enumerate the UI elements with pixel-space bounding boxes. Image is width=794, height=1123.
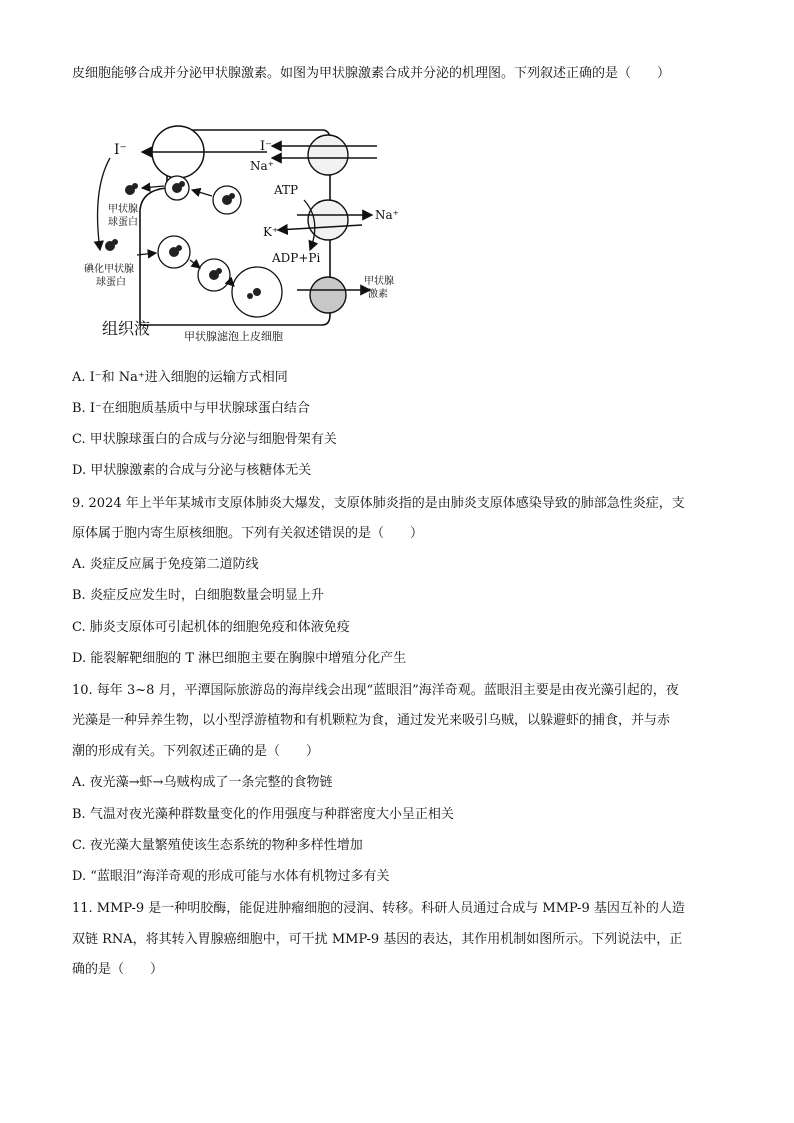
hormone-carrier: [310, 277, 346, 313]
q9-option-c: C. 肺炎支原体可引起机体的细胞免疫和体液免疫: [72, 620, 350, 635]
q9-option-a: A. 炎症反应属于免疫第二道防线: [72, 557, 259, 572]
na-i-symporter: [308, 135, 348, 175]
q10-option-a: A. 夜光藻→虾→乌贼构成了一条完整的食物链: [72, 775, 333, 790]
label-na-in: Na⁺: [250, 159, 274, 173]
label-thyroglobulin-1: 甲状腺: [108, 204, 138, 215]
label-hormone-2: 激素: [368, 289, 388, 300]
label-i-left: I⁻: [114, 142, 127, 158]
label-adp: ADP+Pi: [272, 251, 321, 265]
label-i-right: I⁻: [260, 139, 272, 154]
q11-stem-line-1: 11. MMP-9 是一种明胶酶，能促进肿瘤细胞的浸润、转移。科研人员通过合成与 MMP-9 基因互补的人造: [72, 901, 685, 916]
q9-stem-line-2: 原体属于胞内寄生原核细胞。下列有关叙述错误的是（ ）: [72, 526, 424, 541]
q9-option-d: D. 能裂解靶细胞的 T 淋巴细胞主要在胸腺中增殖分化产生: [72, 651, 407, 666]
q8-option-b: B. I⁻在细胞质基质中与甲状腺球蛋白结合: [72, 401, 310, 416]
q8-option-c: C. 甲状腺球蛋白的合成与分泌与细胞骨架有关: [72, 432, 337, 447]
q10-option-c: C. 夜光藻大量繁殖使该生态系统的物种多样性增加: [72, 838, 363, 853]
q8-option-d: D. 甲状腺激素的合成与分泌与核糖体无关: [72, 463, 312, 478]
q9-stem-line-1: 9. 2024 年上半年某城市支原体肺炎大爆发，支原体肺炎指的是由肺炎支原体感染导致的肺部急性炎症，支: [72, 496, 685, 511]
q11-stem-line-3: 确的是（ ）: [72, 962, 164, 977]
label-k-in: K⁺: [263, 225, 279, 239]
q9-option-b: B. 炎症反应发生时，白细胞数量会明显上升: [72, 588, 324, 603]
q11-stem-line-2: 双链 RNA，将其转入胃腺癌细胞中，可干扰 MMP-9 基因的表达，其作用机制如图所示。下列说法中，正: [72, 932, 683, 947]
q8-option-a: A. I⁻和 Na⁺进入细胞的运输方式相同: [72, 370, 288, 385]
label-atp: ATP: [274, 183, 299, 197]
label-cell: 甲状腺滤泡上皮细胞: [184, 330, 283, 343]
q10-stem-line-2: 光藻是一种异养生物，以小型浮游植物和有机颗粒为食，通过发光来吸引乌贼，以躲避虾的捕食，并与赤: [72, 713, 671, 728]
label-thyroglobulin-2: 球蛋白: [108, 217, 138, 228]
label-hormone-1: 甲状腺: [364, 276, 394, 287]
q10-option-d: D. “蓝眼泪”海洋奇观的形成可能与水体有机物过多有关: [72, 869, 390, 884]
thyroid-mechanism-diagram: [72, 100, 432, 350]
q10-option-b: B. 气温对夜光藻种群数量变化的作用强度与种群密度大小呈正相关: [72, 807, 454, 822]
q10-stem-line-3: 潮的形成有关。下列叙述正确的是（ ）: [72, 744, 320, 759]
q10-stem-line-1: 10. 每年 3~8 月，平潭国际旅游岛的海岸线会出现“蓝眼泪”海洋奇观。蓝眼泪主要是由夜光藻引起的，夜: [72, 683, 679, 698]
label-tissue-fluid: 组织液: [102, 319, 151, 338]
label-iodinated-2: 球蛋白: [96, 277, 126, 288]
label-iodinated-1: 碘化甲状腺: [84, 264, 134, 275]
label-na-out: Na⁺: [375, 208, 399, 222]
q8-stem: 皮细胞能够合成并分泌甲状腺激素。如图为甲状腺激素合成并分泌的机理图。下列叙述正确的是（ ）: [72, 66, 671, 81]
